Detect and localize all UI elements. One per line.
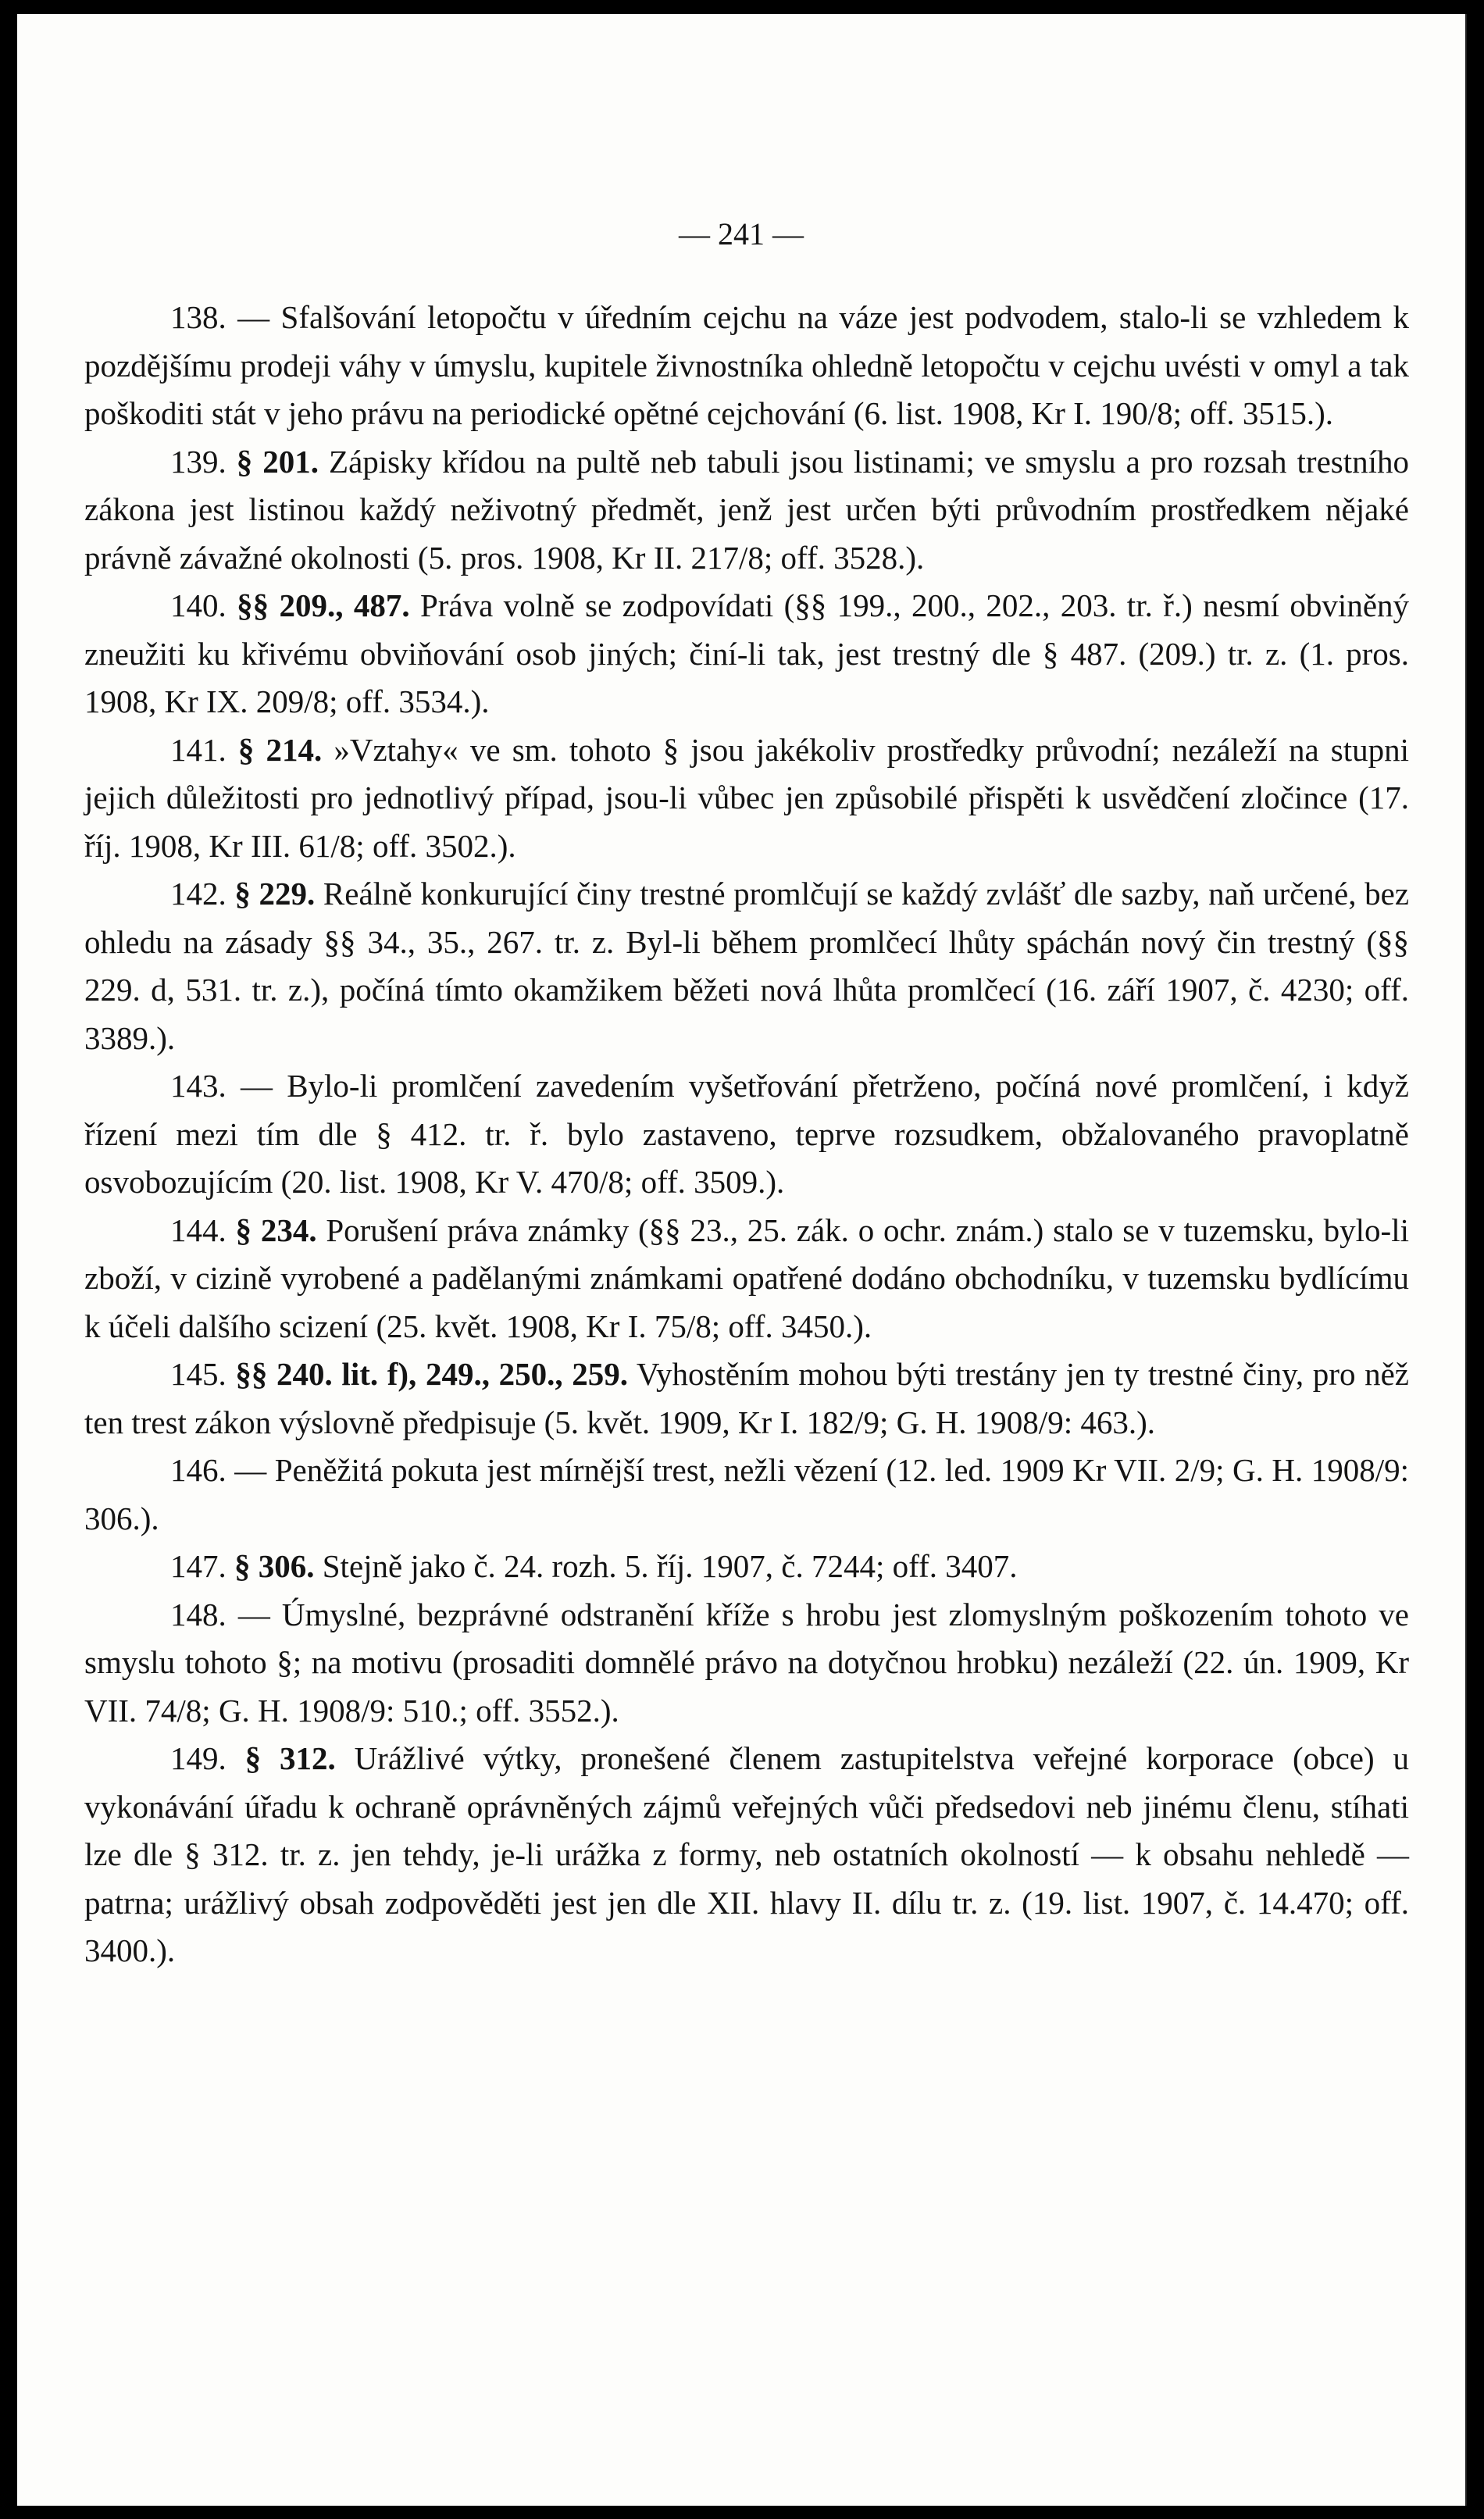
document-page bbox=[17, 14, 1467, 2506]
paragraph-text: Práva volně se zodpovídati (§§ 199., 200., 202., 203. tr. ř.) nesmí obviněný zneužiti ku křivému obviňování osob jiných; činí-li tak, jest trestný dle § 487. (209.) tr. z. (1. pros. 1908, Kr IX. 209/8; off. 3534.). bbox=[84, 587, 1410, 719]
paragraph-146 bbox=[84, 1447, 1409, 1543]
entry-number: 141. bbox=[170, 731, 238, 768]
section-ref: § 312. bbox=[244, 1740, 336, 1776]
entry-number: 140. bbox=[170, 587, 237, 623]
section-ref: § 234. bbox=[235, 1211, 317, 1248]
entry-number: 142. bbox=[170, 876, 235, 912]
paragraph-143 bbox=[84, 1062, 1409, 1207]
paragraph-140 bbox=[84, 582, 1409, 726]
paragraph-text: Porušení práva známky (§§ 23., 25. zák. o ochr. znám.) stalo se v tuzemsku, bylo-li zboží, v cizině vyrobené a padělanými známkami opatřené dodáno obchodníku, v tuzemsku bydlícímu k účeli dalšího scizení (25. květ. 1908, Kr I. 75/8; off. 3450.). bbox=[84, 1211, 1409, 1344]
section-ref: § 229. bbox=[234, 876, 316, 912]
section-ref: § 306. bbox=[234, 1548, 315, 1584]
paragraph-144 bbox=[84, 1207, 1409, 1351]
section-ref: § 201. bbox=[236, 443, 319, 480]
paragraph-text: Úmyslné, bezprávné odstranění kříže s hrobu jest zlomyslným poškozením tohoto ve smyslu tohoto §; na motivu (prosaditi domnělé právo na dotyčnou hrobku) nezáleží (22. ún. 1909, Kr VII. 74/8; G. H. 1908/9: 510.; off. 3552.). bbox=[84, 1596, 1410, 1729]
section-ref: §§ 209., 487. bbox=[237, 587, 410, 623]
entry-number: 138. — bbox=[170, 299, 281, 335]
paragraph-text: Urážlivé výtky, pronešené členem zastupitelstva veřejné korporace (obce) u vykonávání úřadu k ochraně oprávněných zájmů veřejných vůči předsedovi neb jinému členu, stíhati lze dle § 312. tr. z. jen tehdy, je-li urážka z formy, neb ostatních okolností — k obsahu nehledě — patrna; urážlivý obsah zodpověděti jest jen dle XII. hlavy II. dílu tr. z. (19. list. 1907, č. 14.470; off. 3400.). bbox=[84, 1740, 1410, 1968]
entry-number: 148. — bbox=[170, 1596, 282, 1632]
entry-number: 149. bbox=[170, 1740, 245, 1776]
paragraph-142 bbox=[84, 870, 1409, 1062]
body-text bbox=[84, 294, 1409, 1975]
paragraph-text: Bylo-li promlčení zavedením vyšetřování přetrženo, počíná nové promlčení, i když řízení mezi tím dle § 412. tr. ř. bylo zastaveno, teprve rozsudkem, obžalovaného pravoplatně osvobozujícím (20. list. 1908, Kr V. 470/8; off. 3509.). bbox=[84, 1068, 1409, 1200]
entry-number: 145. bbox=[170, 1356, 236, 1392]
section-ref: §§ 240. lit. f), 249., 250., 259. bbox=[235, 1356, 628, 1392]
paragraph-148 bbox=[84, 1591, 1409, 1736]
paragraph-149 bbox=[84, 1735, 1409, 1975]
entry-number: 139. bbox=[170, 443, 237, 480]
paragraph-138 bbox=[84, 294, 1409, 438]
paragraph-text: Peněžitá pokuta jest mírnější trest, nežli vězení (12. led. 1909 Kr VII. 2/9; G. H. 1908/9: 306.). bbox=[84, 1452, 1410, 1536]
paragraph-text: Sfalšování letopočtu v úředním cejchu na váze jest podvodem, stalo-li se vzhledem k pozdějšímu prodeji váhy v úmyslu, kupitele živnostníka ohledně letopočtu v cejchu uvésti v omyl a tak poškoditi stát v jeho právu na periodické opětné cejchování (6. list. 1908, Kr I. 190/8; off. 3515.). bbox=[84, 299, 1410, 431]
paragraph-text: Zápisky křídou na pultě neb tabuli jsou listinami; ve smyslu a pro rozsah trestního zákona jest listinou každý neživotný předmět, jenž jest určen býti průvodním prostředkem nějaké právně závažné okolnosti (5. pros. 1908, Kr II. 217/8; off. 3528.). bbox=[84, 443, 1409, 576]
paragraph-text: Vyhostěním mohou býti trestány jen ty trestné činy, pro něž ten trest zákon výslovně předpisuje (5. květ. 1909, Kr I. 182/9; G. H. 1908/9: 463.). bbox=[84, 1356, 1409, 1440]
paragraph-139 bbox=[84, 438, 1409, 583]
section-ref: § 214. bbox=[237, 731, 323, 768]
entry-number: 147. bbox=[170, 1548, 234, 1584]
page-number: — 241 — bbox=[679, 216, 804, 252]
paragraph-141 bbox=[84, 726, 1409, 871]
paragraph-text: Stejně jako č. 24. rozh. 5. říj. 1907, č. 7244; off. 3407. bbox=[314, 1548, 1018, 1584]
entry-number: 144. bbox=[170, 1211, 236, 1248]
paragraph-147 bbox=[84, 1543, 1409, 1591]
paragraph-text: »Vztahy« ve sm. tohoto § jsou jakékoliv prostředky průvodní; nezáleží na stupni jejich důležitosti pro jednotlivý případ, jsou-li vůbec jen způsobilé přispěti k usvědčení zločince (17. říj. 1908, Kr III. 61/8; off. 3502.). bbox=[84, 731, 1410, 864]
entry-number: 143. — bbox=[170, 1068, 287, 1104]
paragraph-145 bbox=[84, 1350, 1409, 1447]
paragraph-text: Reálně konkurující činy trestné promlčují se každý zvlášť dle sazby, naň určené, bez ohledu na zásady §§ 34., 35., 267. tr. z. Byl-li během promlčecí lhůty spáchán nový čin trestný (§§ 229. d, 531. tr. z.), počíná tímto okamžikem běžeti nová lhůta promlčecí (16. září 1907, č. 4230; off. 3389.). bbox=[84, 876, 1410, 1056]
entry-number: 146. — bbox=[170, 1452, 275, 1488]
